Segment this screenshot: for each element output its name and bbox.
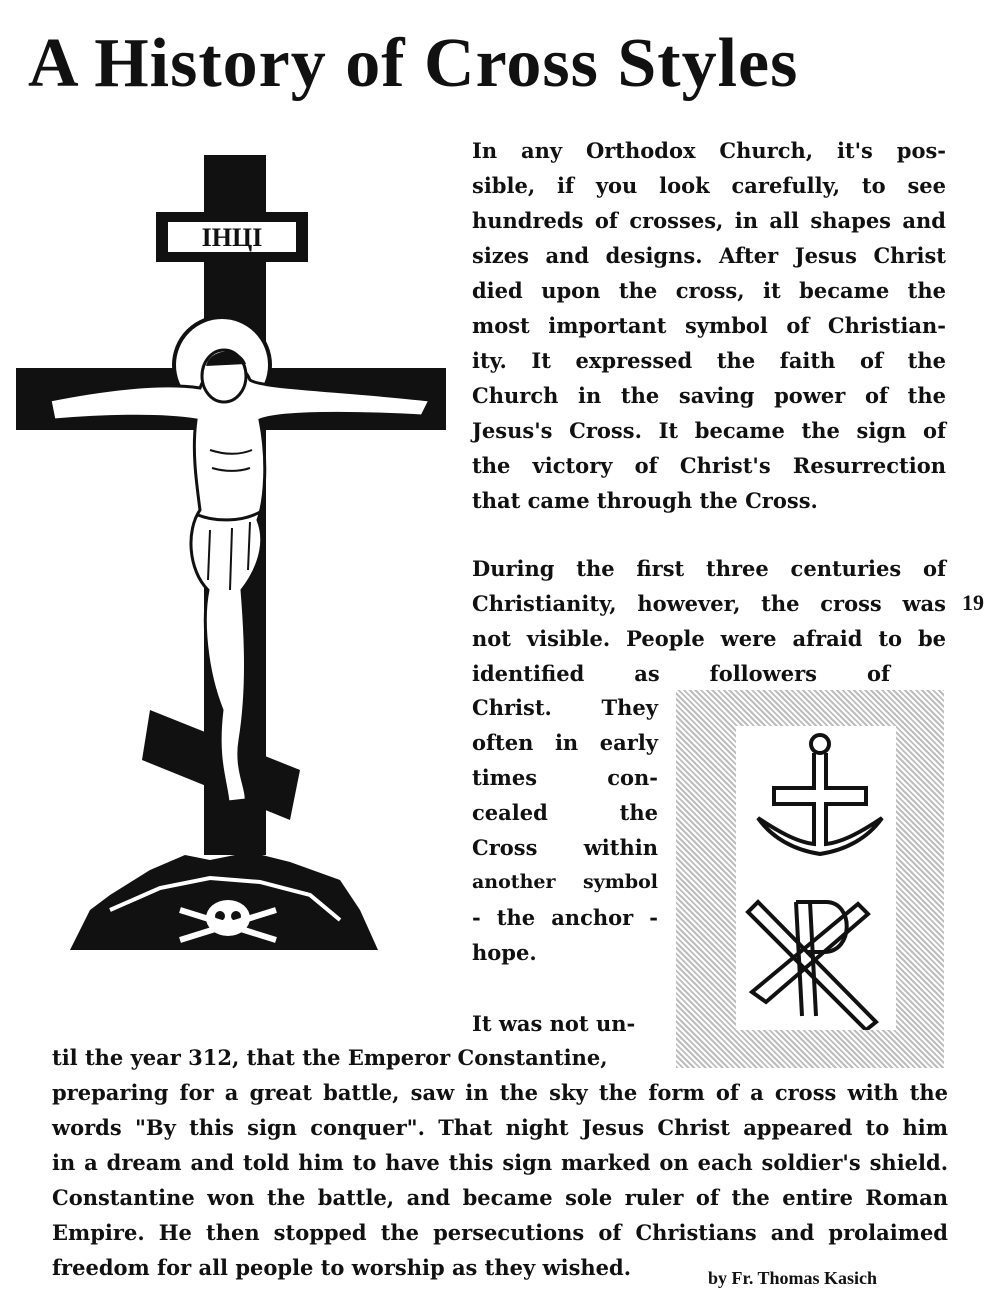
chi-rho-icon bbox=[748, 902, 876, 1030]
text-line: the victory of Christ's Resurrection bbox=[472, 453, 946, 478]
paragraph-constantine bbox=[52, 1040, 948, 1285]
text-line: another symbol bbox=[472, 871, 658, 893]
text-line: It was not un- bbox=[472, 1011, 636, 1036]
paragraph-constantine-start bbox=[472, 1006, 658, 1041]
text-line: cealed the bbox=[472, 800, 658, 825]
text-line: Jesus's Cross. It became the sign of bbox=[472, 418, 946, 443]
paragraph-narrow-column bbox=[472, 690, 658, 970]
text-line: times con- bbox=[472, 765, 658, 790]
text-line: Church in the saving power of the bbox=[472, 383, 946, 408]
text-line: freedom for all people to worship as they wished. bbox=[52, 1255, 632, 1280]
text-line: Empire. He then stopped the persecutions of Christians and prolaimed bbox=[52, 1220, 948, 1245]
paragraph-early-centuries bbox=[472, 551, 946, 691]
symbol-panel-inner bbox=[736, 726, 896, 1030]
text-line: in a dream and told him to have this sign marked on each soldier's shield. bbox=[52, 1150, 948, 1175]
text-line: In any Orthodox Church, it's pos- bbox=[472, 138, 946, 163]
text-line: identified as followers of bbox=[472, 661, 890, 686]
text-line: not visible. People were afraid to be bbox=[472, 626, 946, 651]
text-line: Christ. They bbox=[472, 695, 658, 720]
page-title: A History of Cross Styles bbox=[28, 25, 799, 102]
paragraph-intro bbox=[472, 133, 946, 518]
text-line: died upon the cross, it became the bbox=[472, 278, 946, 303]
symbols-illustration bbox=[736, 726, 896, 1030]
text-line: hundreds of crosses, in all shapes and bbox=[472, 208, 946, 233]
text-line: Christianity, however, the cross was bbox=[472, 591, 946, 616]
text-line: During the first three centuries of bbox=[472, 556, 946, 581]
text-line: sible, if you look carefully, to see bbox=[472, 173, 946, 198]
text-line: til the year 312, that the Emperor Constantine, bbox=[52, 1045, 608, 1070]
text-line: Constantine won the battle, and became sole ruler of the entire Roman bbox=[52, 1185, 948, 1210]
author-byline: by Fr. Thomas Kasich bbox=[708, 1268, 878, 1288]
text-line: preparing for a great battle, saw in the sky the form of a cross with the bbox=[52, 1080, 948, 1105]
text-line: - the anchor - bbox=[472, 905, 658, 930]
text-line: sizes and designs. After Jesus Christ bbox=[472, 243, 946, 268]
page-number: 19 bbox=[962, 590, 984, 615]
text-line: that came through the Cross. bbox=[472, 488, 818, 513]
orthodox-crucifix-icon bbox=[10, 150, 455, 970]
text-line: often in early bbox=[472, 730, 658, 755]
symbol-panel bbox=[676, 690, 944, 1068]
text-line: words "By this sign conquer". That night Jesus Christ appeared to him bbox=[52, 1115, 948, 1140]
text-line: most important symbol of Christian- bbox=[472, 313, 946, 338]
text-line: Cross within bbox=[472, 835, 658, 860]
text-line: hope. bbox=[472, 940, 537, 965]
anchor-cross-icon bbox=[758, 735, 882, 854]
text-line: ity. It expressed the faith of the bbox=[472, 348, 946, 373]
cross-plaque-text: IHЦI bbox=[201, 223, 263, 252]
